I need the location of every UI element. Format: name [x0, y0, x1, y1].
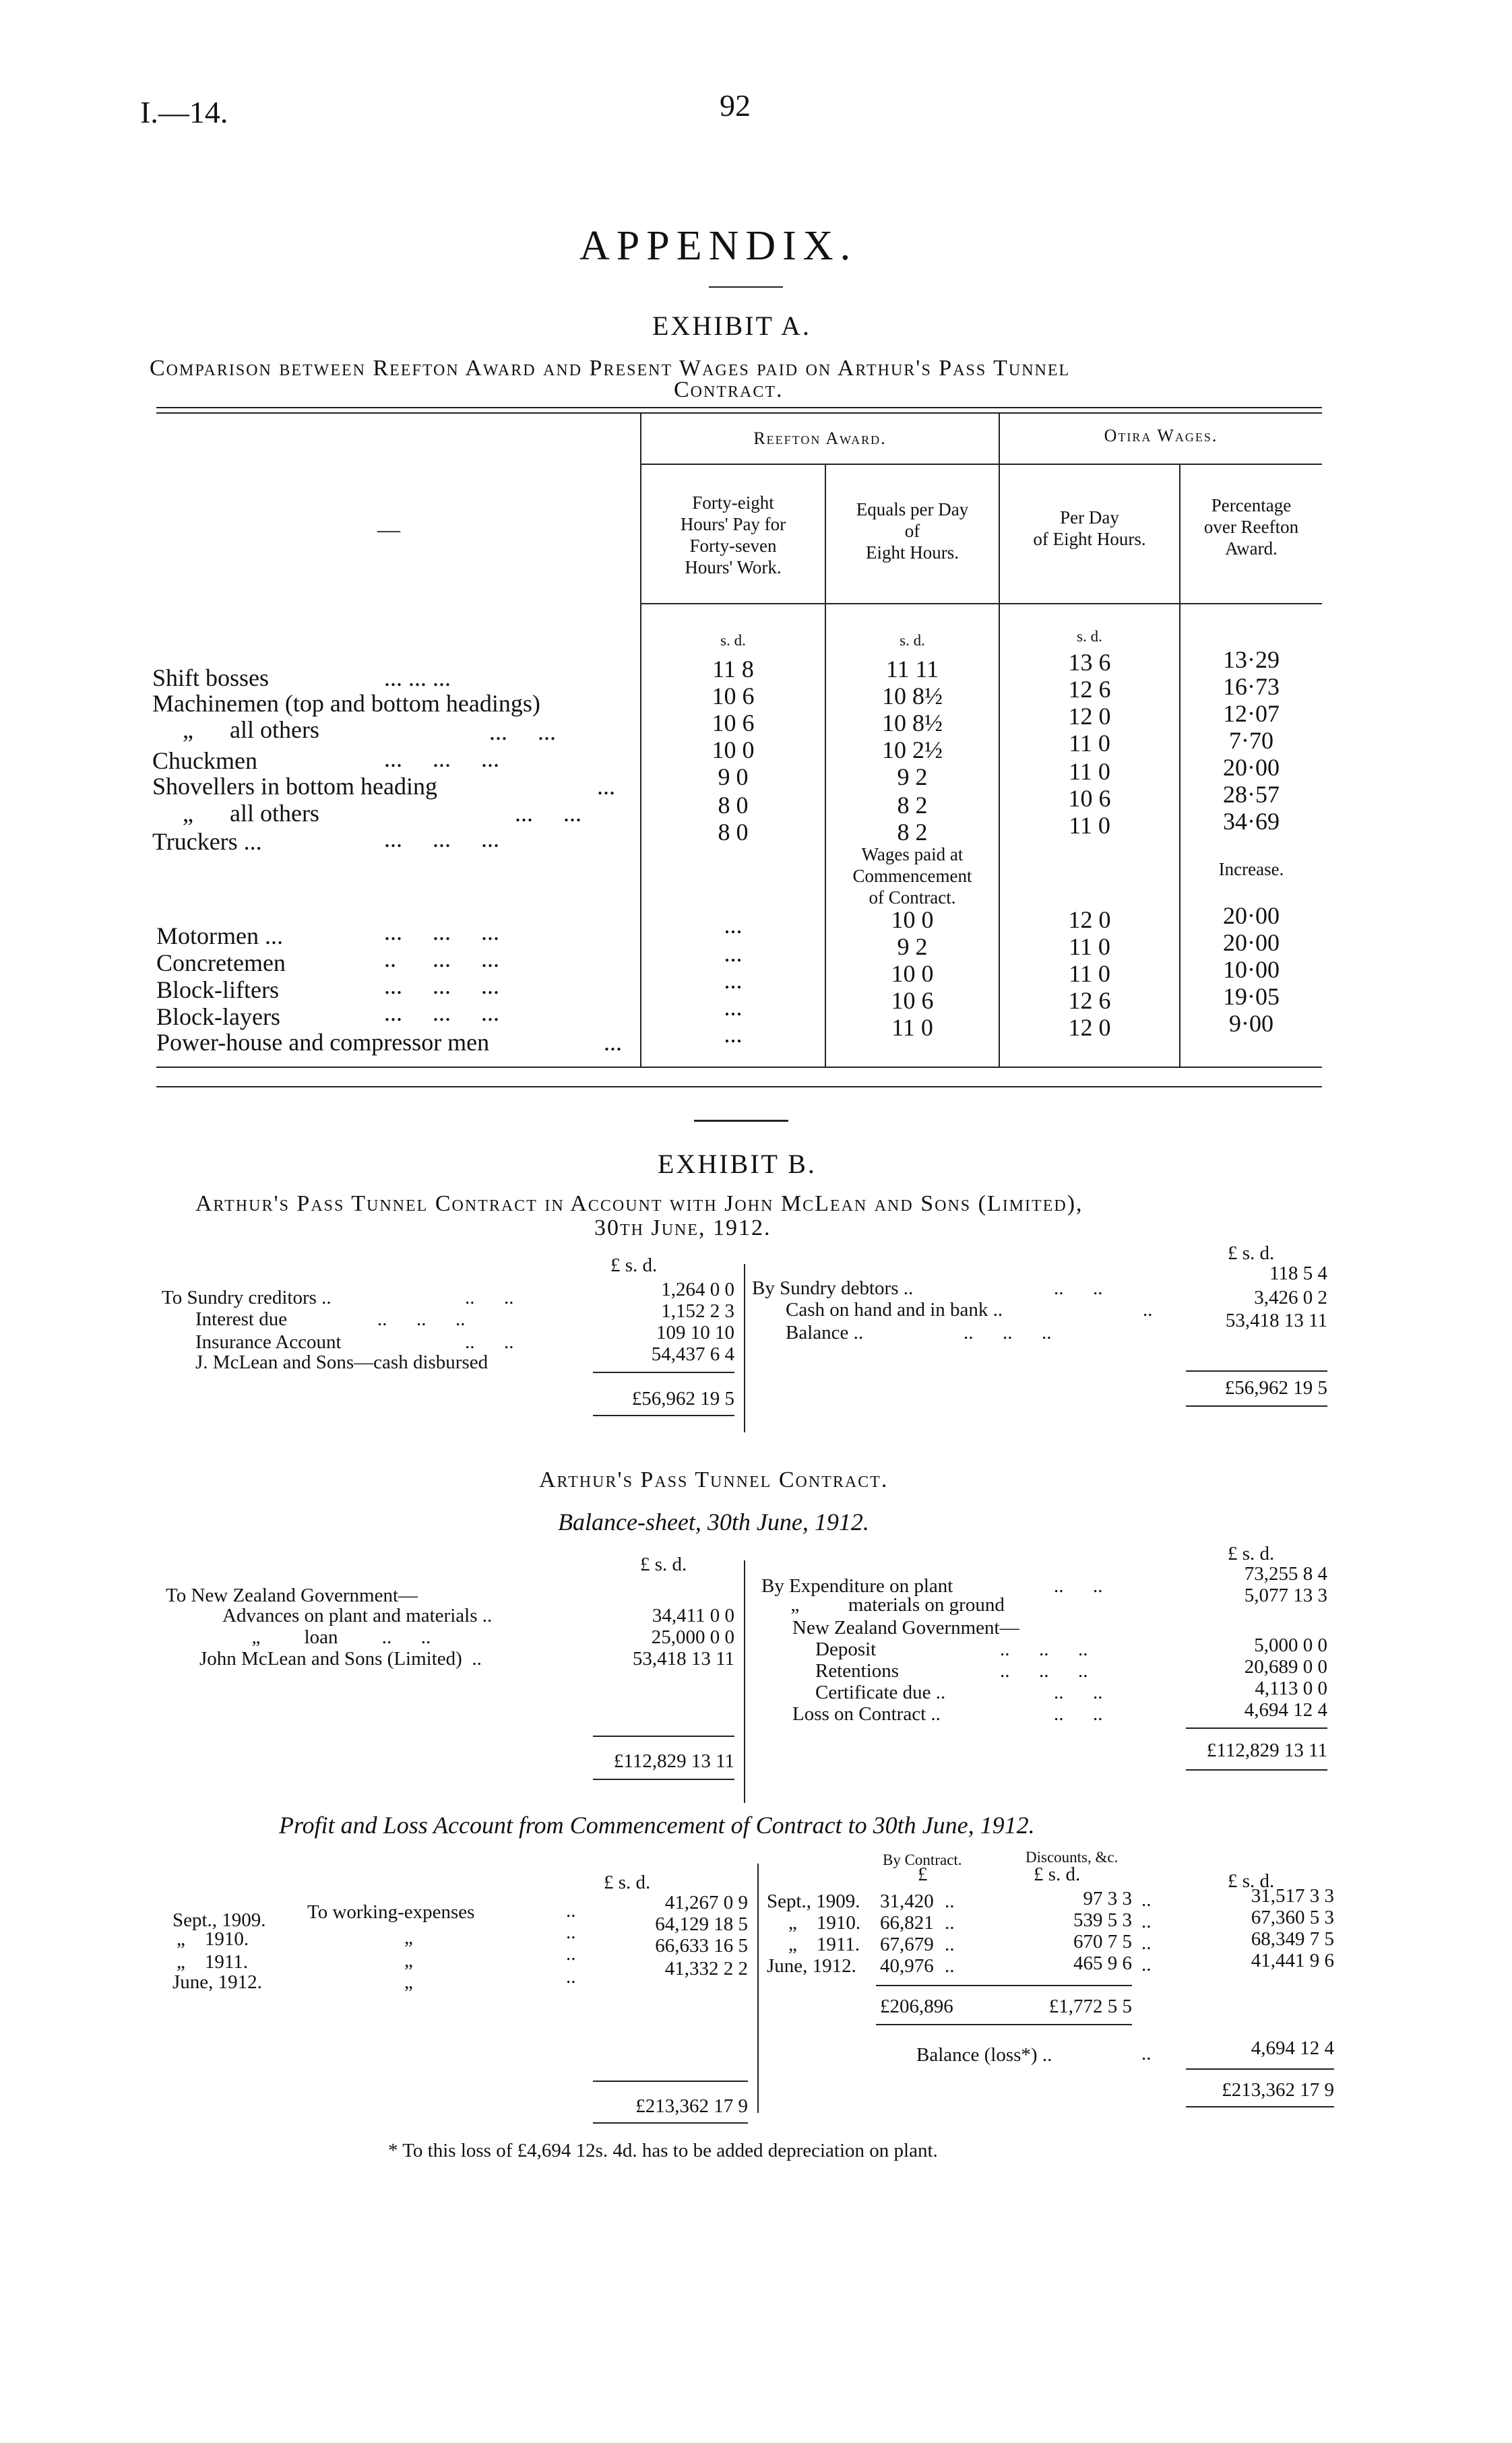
- reefton-pay: 10 6: [712, 683, 755, 709]
- otira-day-wage: 11 0: [1069, 730, 1110, 757]
- entry-label: „ loan .. ..: [222, 1626, 431, 1648]
- commencement-wage: 10 0: [891, 960, 934, 987]
- working-expenses-label: To working-expenses: [307, 1901, 475, 1923]
- percentage-over: 20·00: [1223, 754, 1280, 781]
- left-total: £56,962 19 5: [631, 1388, 734, 1409]
- row-label: „ all others: [152, 716, 319, 743]
- entry-amount: 73,255 8 4: [1244, 1563, 1327, 1585]
- otira-day-wage: 11 0: [1069, 960, 1110, 987]
- header-bottom-rule: [641, 603, 1322, 604]
- col4-line: over Reefton: [1203, 517, 1299, 537]
- row-dots: ... ... ...: [384, 972, 499, 999]
- leader-dots: ..: [945, 1955, 955, 1977]
- entry-label: Certificate due ..: [815, 1682, 946, 1703]
- page-number: 92: [720, 88, 751, 123]
- row-dots: ...: [604, 1029, 622, 1056]
- reefton-pay: ...: [724, 994, 743, 1021]
- col2-line: Equals per Day: [856, 499, 969, 519]
- group-rule: [641, 464, 1322, 465]
- row-date: June, 1912.: [767, 1955, 856, 1977]
- column-header-4: [1180, 495, 1322, 559]
- row-label: Motormen ...: [156, 922, 283, 949]
- by-contract-header: By Contract.: [883, 1851, 962, 1868]
- units-right: £ s. d.: [1228, 1543, 1275, 1564]
- table-bottom-rule-2: [156, 1086, 1322, 1087]
- right-total: £112,829 13 11: [1206, 1740, 1327, 1761]
- col1-line: Hours' Work.: [685, 557, 782, 577]
- row-contract: 67,679: [880, 1934, 934, 1955]
- otira-day-wage: 12 6: [1068, 676, 1111, 703]
- row-amount: 66,633 16 5: [655, 1935, 748, 1957]
- percentage-over: 7·70: [1229, 727, 1273, 754]
- col3-line: Per Day: [1060, 507, 1119, 528]
- reefton-day-equivalent: 8 2: [897, 819, 928, 846]
- otira-day-wage: 12 6: [1068, 987, 1111, 1014]
- unit-label-col2: s. d.: [900, 632, 925, 649]
- footnote: * To this loss of £4,694 12s. 4d. has to be added depreciation on plant.: [388, 2140, 938, 2161]
- otira-day-wage: 12 0: [1068, 703, 1111, 730]
- row-dots: ... ...: [489, 718, 556, 745]
- exhibit-a-caption-cont: Contract.: [674, 377, 784, 402]
- row-date: Sept., 1909.: [767, 1891, 860, 1912]
- col1-line: Forty-seven: [689, 536, 777, 556]
- row-dots: ...: [597, 773, 615, 800]
- leader-dots: ..: [945, 1934, 955, 1955]
- left-subtotal-rule: [593, 2081, 748, 2082]
- left-group-label: To New Zealand Government—: [166, 1585, 418, 1606]
- leader-dots: ..: [1141, 1911, 1152, 1932]
- left-total-rule: [593, 1779, 734, 1780]
- otira-day-wage: 11 0: [1069, 758, 1110, 785]
- row-total: 41,441 9 6: [1251, 1950, 1334, 1971]
- col2-line: of: [904, 521, 920, 541]
- percentage-over: 34·69: [1223, 808, 1280, 835]
- entry-label: Loss on Contract ..: [792, 1703, 941, 1725]
- percentage-over: 16·73: [1223, 673, 1280, 700]
- entry-dots: .. ..: [1054, 1575, 1103, 1597]
- entry-label: Deposit: [815, 1639, 877, 1660]
- row-ditto: „: [404, 1971, 413, 1993]
- balance-sheet-heading: Arthur's Pass Tunnel Contract.: [539, 1467, 889, 1492]
- entry-dots: .. ..: [1054, 1703, 1103, 1725]
- unit-label-col3: s. d.: [1077, 628, 1102, 645]
- row-ditto: „: [404, 1950, 413, 1971]
- entry-amount: 1,152 2 3: [661, 1300, 734, 1322]
- account-divider: [744, 1264, 745, 1432]
- col1-line: Hours' Pay for: [680, 514, 786, 534]
- contract-subtotal-rule: [876, 1985, 1132, 1986]
- row-label: Truckers ...: [152, 828, 262, 855]
- row-contract: 31,420: [880, 1891, 934, 1912]
- percentage-over: 13·29: [1223, 646, 1280, 673]
- row-dots: ... ... ...: [384, 664, 451, 691]
- contract-total-rule: [876, 2024, 1132, 2025]
- row-dots: ... ... ...: [384, 999, 499, 1026]
- entry-amount: 53,418 13 11: [1225, 1310, 1327, 1331]
- reefton-pay: 8 0: [718, 792, 749, 819]
- left-total: £112,829 13 11: [613, 1750, 734, 1772]
- percentage-over: 28·57: [1223, 781, 1280, 808]
- balance-sheet-subheading: Balance-sheet, 30th June, 1912.: [558, 1509, 869, 1535]
- entry-label: „ materials on ground: [761, 1594, 1005, 1616]
- reefton-day-equivalent: 9 2: [897, 763, 928, 790]
- entry-dots: .. ..: [1054, 1277, 1103, 1299]
- column-header-3: [1000, 507, 1179, 550]
- row-dots: ... ... ...: [384, 745, 499, 772]
- units-left: £ s. d.: [610, 1255, 658, 1276]
- entry-amount: 5,077 13 3: [1244, 1585, 1327, 1606]
- document-reference: I.—14.: [140, 95, 228, 129]
- profit-loss-heading: Profit and Loss Account from Commencement of Contract to 30th June, 1912.: [279, 1812, 1035, 1839]
- entry-amount: 3,426 0 2: [1254, 1287, 1327, 1308]
- left-total-rule: [593, 1415, 734, 1416]
- col4-line: Percentage: [1211, 495, 1292, 515]
- row-discount: 539 5 3: [1073, 1909, 1132, 1931]
- note-line: Wages paid at: [861, 844, 964, 864]
- reefton-pay: ...: [724, 1021, 743, 1048]
- reefton-pay: 10 0: [712, 736, 755, 763]
- balance-loss-label: Balance (loss*) ..: [916, 2044, 1052, 2066]
- reefton-pay: ...: [724, 912, 743, 939]
- otira-day-wage: 12 0: [1068, 1014, 1111, 1041]
- row-date: „ 1911.: [788, 1934, 860, 1955]
- entry-label: By Expenditure on plant: [761, 1575, 953, 1597]
- balance-loss-amount: 4,694 12 4: [1251, 2037, 1334, 2059]
- right-subtotal-rule: [1186, 2068, 1334, 2070]
- row-label: „ all others: [152, 800, 319, 827]
- group-header-reefton: Reefton Award.: [753, 429, 887, 448]
- entry-label: By Sundry debtors ..: [752, 1277, 914, 1299]
- row-label: Chuckmen: [152, 747, 257, 774]
- row-discount: 670 7 5: [1073, 1931, 1132, 1953]
- title-rule: [709, 286, 783, 288]
- row-dots: ... ... ...: [384, 918, 499, 945]
- percentage-increase: 9·00: [1229, 1010, 1273, 1037]
- reefton-pay: 8 0: [718, 819, 749, 846]
- entry-label: Retentions: [815, 1660, 900, 1682]
- row-date: „ 1910.: [788, 1912, 861, 1934]
- entry-amount: 5,000 0 0: [1254, 1635, 1327, 1656]
- entry-label: Cash on hand and in bank ..: [786, 1299, 1003, 1321]
- reefton-pay: ...: [724, 967, 743, 994]
- percentage-increase: 19·05: [1223, 983, 1280, 1010]
- exhibit-a-caption: Comparison between Reefton Award and Present Wages paid on Arthur's Pass Tunnel: [150, 356, 1071, 381]
- exhibit-b-caption: Arthur's Pass Tunnel Contract in Account with John McLean and Sons (Limited),: [195, 1191, 1083, 1216]
- balance-divider: [744, 1560, 745, 1803]
- row-label: Power-house and compressor men: [156, 1029, 490, 1056]
- row-contract: 66,821: [880, 1912, 934, 1934]
- column-header-2: [826, 499, 999, 563]
- right-subtotal-rule: [1186, 1727, 1327, 1729]
- entry-amount: 118 5 4: [1269, 1263, 1327, 1284]
- entry-label: J. McLean and Sons—cash disbursed: [195, 1352, 489, 1373]
- entry-dots: .. ..: [465, 1331, 514, 1353]
- reefton-pay: 9 0: [718, 763, 749, 790]
- row-label: Shift bosses: [152, 664, 270, 691]
- entry-dots: .. .. ..: [1000, 1639, 1088, 1660]
- note-line: of Contract.: [869, 887, 956, 908]
- entry-dots: .. ..: [465, 1287, 514, 1308]
- reefton-day-equivalent: 10 8½: [882, 709, 943, 736]
- section-divider: [694, 1120, 788, 1122]
- leader-dots: ..: [1141, 1889, 1152, 1911]
- row-total: 31,517 3 3: [1251, 1885, 1334, 1907]
- leader-dots: ..: [566, 1900, 576, 1922]
- leader-dots: ..: [566, 1943, 576, 1965]
- row-label: Machinemen (top and bottom headings): [152, 690, 540, 717]
- discounts-header: Discounts, &c.: [1026, 1849, 1119, 1866]
- right-subtotal-rule: [1186, 1370, 1327, 1372]
- entry-dots: ..: [1143, 1299, 1153, 1321]
- appendix-title: APPENDIX.: [579, 223, 858, 269]
- row-dots: .. ... ...: [384, 945, 499, 972]
- left-total: £213,362 17 9: [635, 2095, 748, 2117]
- col4-line: Award.: [1225, 538, 1278, 559]
- entry-label: John McLean and Sons (Limited) ..: [199, 1648, 482, 1670]
- account-divider: [757, 1864, 759, 2113]
- units-left: £ s. d.: [604, 1872, 651, 1893]
- reefton-pay: 11 8: [712, 656, 754, 683]
- percentage-increase: 10·00: [1223, 956, 1280, 983]
- reefton-pay: ...: [724, 940, 743, 967]
- row-date: June, 1912.: [172, 1971, 262, 1993]
- entry-label: Interest due: [195, 1308, 288, 1330]
- row-dots: ... ... ...: [384, 825, 499, 852]
- row-discount: 465 9 6: [1073, 1953, 1132, 1974]
- commencement-wage: 10 6: [891, 987, 934, 1014]
- entry-label: Balance ..: [786, 1322, 864, 1343]
- entry-label: To Sundry creditors ..: [162, 1287, 332, 1308]
- entry-dots: .. .. ..: [964, 1322, 1052, 1343]
- unit-label-col1: s. d.: [720, 632, 746, 649]
- col3-line: of Eight Hours.: [1033, 529, 1146, 549]
- leader-dots: ..: [1141, 2043, 1152, 2064]
- right-group-label: New Zealand Government—: [792, 1617, 1019, 1639]
- otira-day-wage: 12 0: [1068, 906, 1111, 933]
- leader-dots: ..: [1141, 1932, 1152, 1954]
- col2-line: Eight Hours.: [866, 542, 959, 563]
- entry-amount: 54,437 6 4: [651, 1343, 734, 1365]
- entry-amount: 25,000 0 0: [651, 1626, 734, 1648]
- exhibit-b-caption-cont: 30th June, 1912.: [594, 1215, 771, 1240]
- right-total-rule: [1186, 2106, 1334, 2107]
- percentage-increase: 20·00: [1223, 902, 1280, 929]
- row-dots: ... ...: [515, 800, 581, 827]
- exhibit-a-heading: EXHIBIT A.: [652, 311, 811, 341]
- group-header-otira: Otira Wages.: [1104, 426, 1218, 445]
- row-label: Shovellers in bottom heading: [152, 773, 437, 800]
- entry-amount: 109 10 10: [656, 1322, 734, 1343]
- entry-label: Insurance Account: [195, 1331, 342, 1353]
- otira-day-wage: 10 6: [1068, 785, 1111, 812]
- commencement-wage: 9 2: [897, 933, 928, 960]
- reefton-day-equivalent: 8 2: [897, 792, 928, 819]
- row-label: Block-lifters: [156, 976, 279, 1003]
- table-top-rule: [156, 407, 1322, 408]
- commencement-wage: 10 0: [891, 906, 934, 933]
- row-amount: 41,332 2 2: [664, 1958, 748, 1979]
- units-left: £ s. d.: [640, 1554, 687, 1575]
- row-discount: 97 3 3: [1083, 1888, 1132, 1909]
- leader-dots: ..: [566, 1966, 576, 1988]
- exhibit-b-heading: EXHIBIT B.: [658, 1149, 817, 1179]
- units-contract: £: [918, 1864, 928, 1885]
- col1-line: Forty-eight: [692, 493, 774, 513]
- left-subtotal-rule: [593, 1372, 734, 1373]
- right-total: £56,962 19 5: [1224, 1377, 1327, 1399]
- discount-total: £1,772 5 5: [1048, 1996, 1132, 2017]
- entry-amount: 4,113 0 0: [1255, 1678, 1327, 1699]
- leader-dots: ..: [566, 1922, 576, 1943]
- row-label: Concretemen: [156, 949, 286, 976]
- leader-dots: ..: [1141, 1954, 1152, 1975]
- increase-note: Increase.: [1218, 859, 1284, 879]
- entry-dots: .. .. ..: [1000, 1660, 1088, 1682]
- entry-dots: .. ..: [1054, 1682, 1103, 1703]
- row-amount: 41,267 0 9: [664, 1892, 748, 1913]
- otira-day-wage: 13 6: [1068, 649, 1111, 676]
- row-ditto: „: [404, 1927, 413, 1948]
- reefton-day-equivalent: 10 2½: [882, 736, 943, 763]
- percentage-increase: 20·00: [1223, 929, 1280, 956]
- entry-amount: 20,689 0 0: [1244, 1656, 1327, 1678]
- entry-amount: 34,411 0 0: [652, 1605, 734, 1626]
- right-total-rule: [1186, 1769, 1327, 1771]
- table-bottom-rule: [156, 1067, 1322, 1068]
- table-top-rule-2: [156, 412, 1322, 414]
- row-label: Block-layers: [156, 1003, 280, 1030]
- units-total: £ s. d.: [1228, 1870, 1275, 1892]
- leader-dots: ..: [945, 1912, 955, 1934]
- entry-amount: 53,418 13 11: [632, 1648, 734, 1670]
- column-header-1: [641, 492, 825, 578]
- entry-amount: 1,264 0 0: [661, 1279, 734, 1300]
- otira-day-wage: 11 0: [1069, 933, 1110, 960]
- right-total: £213,362 17 9: [1222, 2079, 1334, 2101]
- left-total-rule: [593, 2122, 748, 2124]
- reefton-day-equivalent: 10 8½: [882, 683, 943, 709]
- right-total-rule: [1186, 1405, 1327, 1407]
- row-date: „ 1911.: [177, 1951, 249, 1973]
- reefton-day-equivalent: 11 11: [885, 656, 939, 683]
- row-contract: 40,976: [880, 1955, 934, 1977]
- entry-label: Advances on plant and materials ..: [222, 1605, 493, 1626]
- leader-dots: ..: [945, 1891, 955, 1912]
- left-subtotal-rule: [593, 1736, 734, 1737]
- units-discounts: £ s. d.: [1034, 1864, 1081, 1885]
- reefton-pay: 10 6: [712, 709, 755, 736]
- row-date: Sept., 1909.: [172, 1909, 266, 1931]
- row-total: 68,349 7 5: [1251, 1928, 1334, 1950]
- row-amount: 64,129 18 5: [655, 1913, 748, 1935]
- row-total: 67,360 5 3: [1251, 1907, 1334, 1928]
- blank-column-header: —: [377, 517, 400, 542]
- commencement-wage: 11 0: [891, 1014, 933, 1041]
- percentage-over: 12·07: [1223, 700, 1280, 727]
- row-date: „ 1910.: [177, 1928, 249, 1950]
- entry-dots: .. .. ..: [377, 1308, 466, 1330]
- units-right: £ s. d.: [1228, 1242, 1275, 1264]
- note-line: Commencement: [852, 866, 972, 886]
- contract-total: £206,896: [880, 1996, 953, 2017]
- commencement-note: [826, 844, 999, 908]
- entry-amount: 4,694 12 4: [1244, 1699, 1327, 1721]
- otira-day-wage: 11 0: [1069, 812, 1110, 839]
